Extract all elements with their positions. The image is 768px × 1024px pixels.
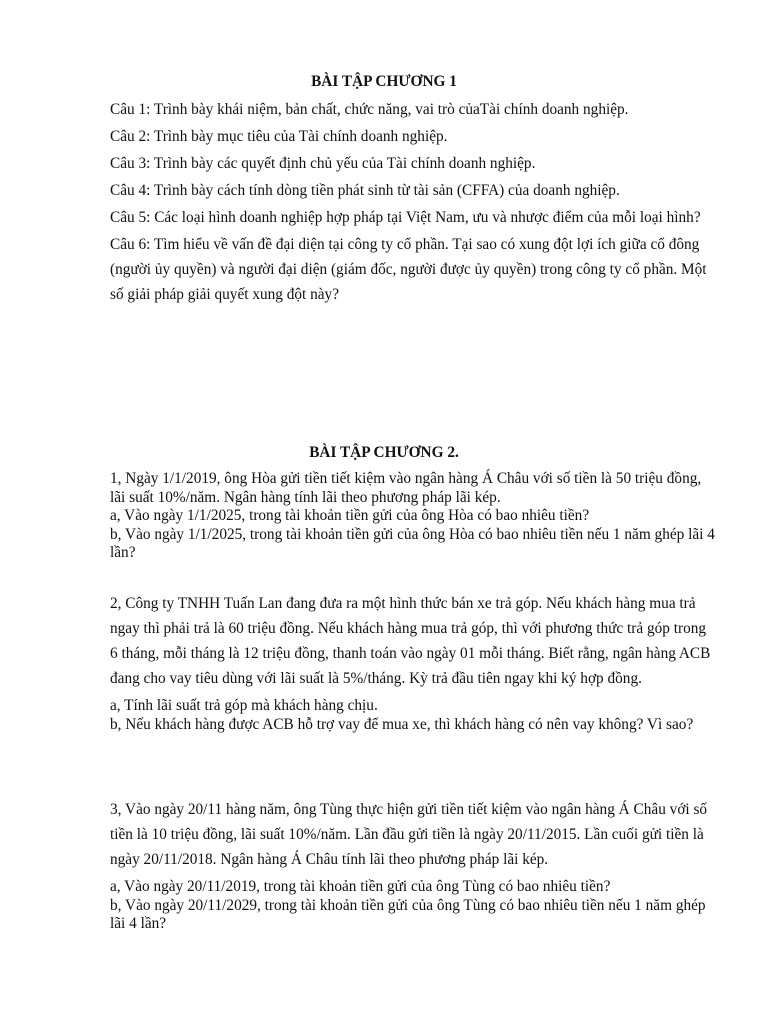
question-2: Câu 2: Trình bày mục tiêu của Tài chính doanh nghiệp. (110, 128, 448, 145)
question-3: Câu 3: Trình bày các quyết định chủ yếu của Tài chính doanh nghiệp. (110, 155, 536, 172)
exercise-3-part-b: b, Vào ngày 20/11/2029, trong tài khoản tiền gửi của ông Tùng có bao nhiêu tiền nếu 1 năm ghép lãi 4 lần? (110, 896, 706, 932)
exercise-2-part-b: b, Nếu khách hàng được ACB hỗ trợ vay để mua xe, thì khách hàng có nên vay không? Vì sao? (110, 715, 694, 733)
exercise-1-part-a: a, Vào ngày 1/1/2025, trong tài khoản tiền gửi của ông Hòa có bao nhiêu tiền? (110, 507, 590, 524)
exercise-3 (110, 797, 716, 934)
chapter-1-questions (110, 97, 716, 307)
exercise-1-part-b: b, Vào ngày 1/1/2025, trong tài khoản tiền gửi của ông Hòa có bao nhiêu tiền nếu 1 năm ghép lãi 4 lần? (110, 525, 715, 561)
exercise-2-part-a: a, Tính lãi suất trả góp mà khách hàng chịu. (110, 697, 378, 714)
exercise-1-prompt: 1, Ngày 1/1/2019, ông Hòa gửi tiền tiết kiệm vào ngân hàng Á Châu với số tiền là 50 triệu đồng, lãi suất 10%/năm. Ngân hàng tính lãi theo phương pháp lãi kép. (110, 470, 702, 506)
chapter-2-title: BÀI TẬP CHƯƠNG 2. (309, 444, 459, 461)
chapter-1-title: BÀI TẬP CHƯƠNG 1 (311, 73, 457, 90)
exercise-2-prompt: 2, Công ty TNHH Tuấn Lan đang đưa ra một hình thức bán xe trả góp. Nếu khách hàng mua trả ngay thì phải trả là 60 triệu đồng. Nếu khách hàng mua trả góp, thì với phương thức trả góp trong 6 tháng, mỗi tháng là 12 triệu đồng, thanh toán vào ngày 01 mỗi tháng. Biết rằng, ngân hàng ACB đang cho vay tiêu dùng với lãi suất là 5%/tháng. Kỳ trả đầu tiên ngay khi ký hợp đồng. (110, 595, 711, 687)
question-6: Câu 6: Tìm hiểu về vấn đề đại diện tại công ty cổ phần. Tại sao có xung đột lợi ích giữa cổ đông (người ủy quyền) và người đại diện (giám đốc, người được ủy quyền) trong công ty cổ phần. Một số giải pháp giải quyết xung đột này? (110, 236, 707, 303)
exercise-3-part-a: a, Vào ngày 20/11/2019, trong tài khoản tiền gửi của ông Tùng có bao nhiêu tiền? (110, 878, 611, 895)
question-1: Câu 1: Trình bày khái niệm, bản chất, chức năng, vai trò củaTài chính doanh nghiệp. (110, 101, 629, 118)
exercise-2 (110, 591, 716, 734)
question-5: Câu 5: Các loại hình doanh nghiệp hợp pháp tại Việt Nam, ưu và nhược điểm của mỗi loại hình? (110, 209, 701, 226)
exercise-1 (110, 470, 716, 563)
exercise-3-prompt: 3, Vào ngày 20/11 hàng năm, ông Tùng thực hiện gửi tiền tiết kiệm vào ngân hàng Á Châu với số tiền là 10 triệu đồng, lãi suất 10%/năm. Lần đầu gửi tiền là ngày 20/11/2015. Lần cuối gửi tiền là ngày 20/11/2018. Ngân hàng Á Châu tính lãi theo phương pháp lãi kép. (110, 801, 708, 868)
question-4: Câu 4: Trình bày cách tính dòng tiền phát sinh từ tài sản (CFFA) của doanh nghiệp. (110, 182, 620, 199)
